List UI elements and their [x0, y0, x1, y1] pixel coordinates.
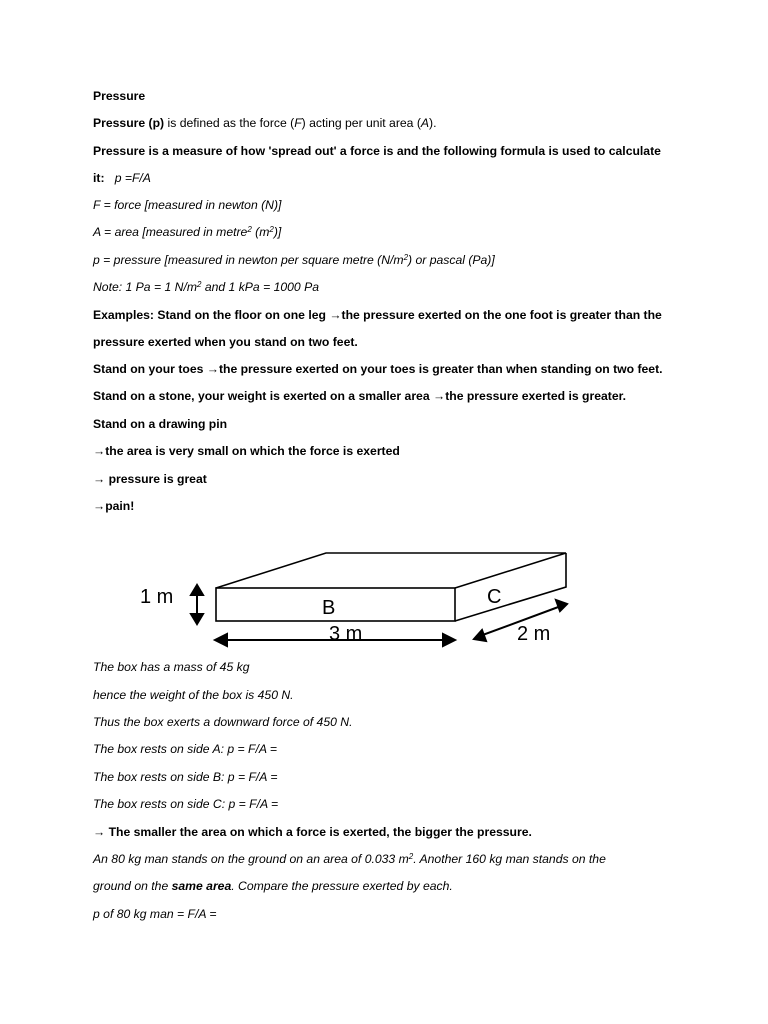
- definition-f: F: [294, 116, 302, 130]
- pressure-def-end: ) or pascal (Pa)]: [408, 253, 495, 267]
- face-c-label: C: [487, 586, 502, 608]
- man-line2-end: . Compare the pressure exerted by each.: [231, 879, 453, 893]
- pressure-definition: [93, 252, 495, 268]
- conclusion: → The smaller the area on which a force is exerted, the bigger the pressure.: [93, 825, 532, 839]
- examples-line-2: pressure exerted when you stand on two feet.: [93, 335, 358, 349]
- man-line1-end: . Another 160 kg man stands on the: [413, 852, 606, 866]
- force-definition: F = force [measured in newton (N)]: [93, 198, 282, 212]
- page-title: Pressure: [93, 89, 146, 103]
- examples-line-1: Examples: Stand on the floor on one leg →the pressure exerted on the one foot is greater than the: [93, 308, 662, 322]
- box-mass: The box has a mass of 45 kg: [93, 660, 250, 674]
- definition-lead: Pressure (p): [93, 116, 165, 130]
- measure-line-1: Pressure is a measure of how 'spread out' a force is and the following formula is used to calculate: [93, 144, 661, 158]
- definition-end: ).: [429, 116, 437, 130]
- definition-line: [93, 115, 436, 131]
- area-def-end: )]: [273, 225, 282, 239]
- note-pre: Note: 1 Pa = 1 N/m: [93, 280, 197, 294]
- side-b-question: The box rests on side B: p = F/A =: [93, 770, 278, 784]
- pressure-def-sup: 2: [403, 253, 409, 262]
- definition-mid: ) acting per unit area (: [301, 116, 421, 130]
- length-label: 3 m: [329, 623, 363, 645]
- side-c-question: The box rests on side C: p = F/A =: [93, 797, 279, 811]
- pin-example: Stand on a drawing pin: [93, 417, 228, 431]
- depth-label: 2 m: [517, 623, 551, 645]
- note-end: and 1 kPa = 1000 Pa: [201, 280, 320, 294]
- box-outline: [216, 553, 566, 621]
- box-top-face: [216, 553, 566, 588]
- man-line1-sup: 2: [408, 852, 414, 861]
- box-front-face: [216, 588, 455, 621]
- man-line1-pre: An 80 kg man stands on the ground on an area of 0.033 m: [93, 852, 409, 866]
- box-diagram: [0, 540, 768, 650]
- side-a-question: The box rests on side A: p = F/A =: [93, 742, 278, 756]
- pin-point-3: →pain!: [93, 499, 135, 513]
- area-def-sup2: 2: [269, 225, 274, 234]
- height-arrow: [191, 585, 203, 624]
- pin-point-1: →the area is very small on which the force is exerted: [93, 444, 400, 458]
- stone-example: Stand on a stone, your weight is exerted on a smaller area →the pressure exerted is greater.: [93, 389, 627, 403]
- area-def-mid: (m: [251, 225, 270, 239]
- area-def-pre: A = area [measured in metre: [93, 225, 248, 239]
- area-def-sup1: 2: [247, 225, 252, 234]
- face-b-label: B: [322, 597, 336, 619]
- definition-a: A: [420, 116, 430, 130]
- toes-example: Stand on your toes →the pressure exerted on your toes is greater than when standing on two feet.: [93, 362, 663, 376]
- measure-line-2-lead: it:: [93, 171, 105, 185]
- box-weight: hence the weight of the box is 450 N.: [93, 688, 294, 702]
- measure-line-2: [93, 170, 151, 186]
- man-problem-line-1: [93, 851, 606, 867]
- man-pressure-question: p of 80 kg man = F/A =: [93, 907, 217, 921]
- box-force: Thus the box exerts a downward force of 450 N.: [93, 715, 353, 729]
- height-label: 1 m: [140, 586, 174, 608]
- pin-point-2: → pressure is great: [93, 472, 207, 486]
- definition-text: is defined as the force (: [164, 116, 295, 130]
- pressure-def-pre: p = pressure [measured in newton per square metre (N/m: [93, 253, 404, 267]
- unit-note: [93, 279, 319, 295]
- same-area-emphasis: same area: [171, 879, 232, 893]
- area-definition: [93, 224, 281, 240]
- man-line2-pre: ground on the: [93, 879, 172, 893]
- pressure-formula: p =F/A: [114, 171, 151, 185]
- note-sup: 2: [196, 280, 202, 289]
- man-problem-line-2: [93, 878, 453, 894]
